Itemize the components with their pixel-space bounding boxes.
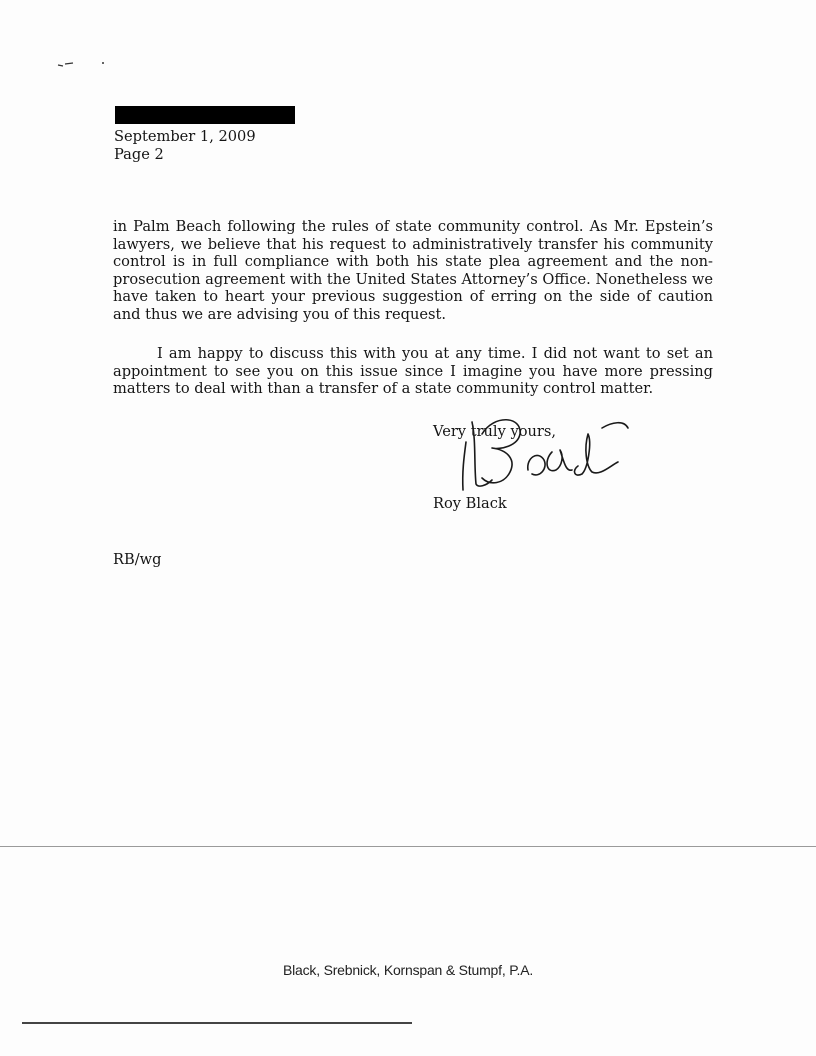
- body-paragraph-2: I am happy to discuss this with you at any time. I did not want to set an appointment to see you on this issue since I imagine you have more pressing matters to deal with than a transfer of a state community control matter.: [113, 345, 713, 398]
- signer-name: Roy Black: [433, 495, 507, 512]
- footer-divider: [0, 846, 816, 847]
- typist-initials: RB/wg: [113, 551, 162, 568]
- footer-underline: [22, 1022, 412, 1024]
- page-number: Page 2: [114, 146, 164, 163]
- letter-header: [114, 128, 256, 164]
- valediction: Very truly yours,: [433, 423, 557, 440]
- body-paragraph-1: in Palm Beach following the rules of state community control. As Mr. Epstein’s lawyers, we believe that his request to administratively transfer his community control is in full compliance with both his state plea agreement and the non-prosecution agreement with the United States Attorney’s Office. Nonetheless we have taken to heart your previous suggestion of erring on the side of caution and thus we are advising you of this request.: [113, 218, 713, 323]
- firm-name: Black, Srebnick, Kornspan & Stumpf, P.A.: [282, 962, 534, 978]
- handwritten-signature: [452, 412, 637, 497]
- redacted-recipient-name: [115, 106, 295, 124]
- scan-artifact-marks: [55, 58, 115, 70]
- letter-date: September 1, 2009: [114, 128, 256, 145]
